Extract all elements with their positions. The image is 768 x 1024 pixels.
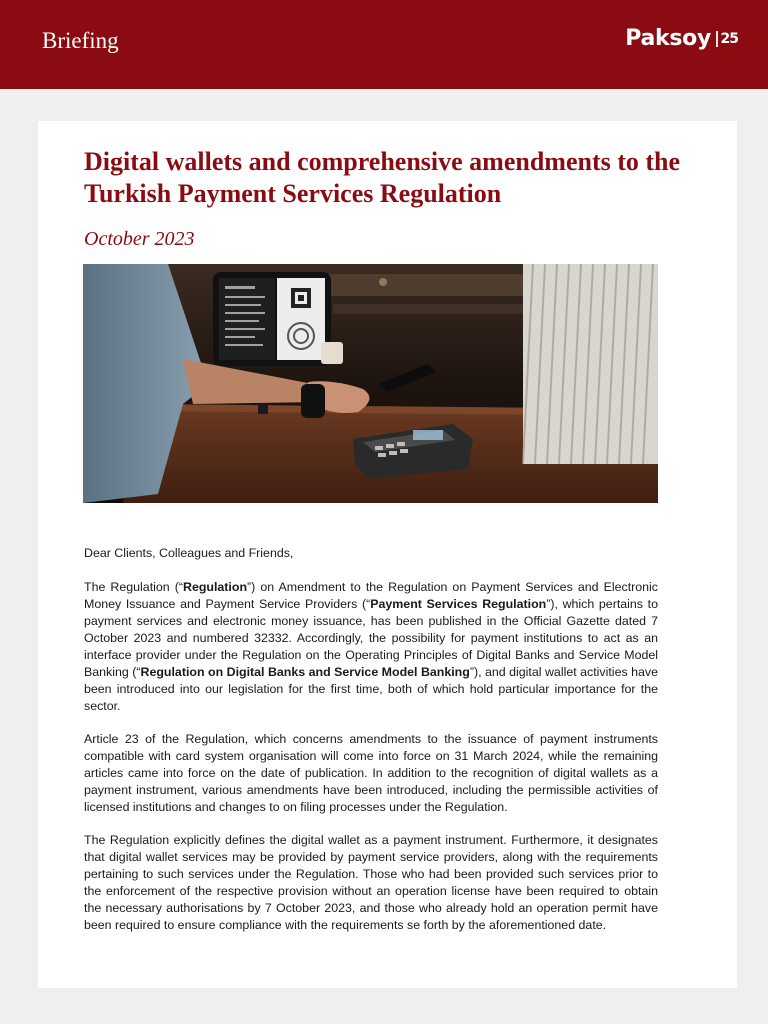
term-regulation: Regulation xyxy=(183,580,248,594)
salutation: Dear Clients, Colleagues and Friends, xyxy=(84,546,294,560)
paksoy-logo xyxy=(625,26,738,51)
photo-illustration xyxy=(83,264,658,503)
publication-date: October 2023 xyxy=(84,228,195,250)
briefing-label: Briefing xyxy=(42,28,119,53)
header-bar xyxy=(0,0,768,89)
paragraph-regulation-intro: The Regulation (“Regulation”) on Amendment to the Regulation on Payment Services and Electronic Money Issuance and Payment Service Providers (“Payment Services Regulation”), which pertains to payment services and electronic money issuance, has been published in the Official Gazette dated 7 October 2023 and numbered 32332. Accordingly, the possibility for payment institutions to act as an interface provider under the Regulation on the Operating Principles of Digital Banks and Service Model Banking (“Regulation on Digital Banks and Service Model Banking”), and digital wallet activities have been introduced into our legislation for the first time, both of which hold particular importance for the sector. xyxy=(84,580,658,713)
contactless-payment-photo xyxy=(83,264,658,503)
logo-text: Paksoy xyxy=(625,26,712,51)
term-digital-banks-regulation: Regulation on Digital Banks and Service Model Banking xyxy=(140,665,470,679)
term-payment-services-regulation: Payment Services Regulation xyxy=(370,597,547,611)
logo-number: 25 xyxy=(720,30,738,47)
paragraph-article-23: Article 23 of the Regulation, which concerns amendments to the issuance of payment instruments compatible with card system organisation will come into force on 31 March 2024, while the remaining articles came into force on the date of publication. In addition to the recognition of digital wallets as a payment instrument, various amendments have been introduced, including the permissible activities of licensed institutions and changes to on filing processes under the Regulation. xyxy=(84,732,658,814)
logo-divider xyxy=(716,31,718,47)
paragraph-digital-wallet: The Regulation explicitly defines the digital wallet as a payment instrument. Furthermore, it designates that digital wallet services may be provided by payment service providers, along with the requirements pertaining to such services under the Regulation. Those who had been provided such services prior to the enforcement of the respective provision without an operation license have been required to obtain the necessary authorisations by 7 October 2023, and those who already hold an operation permit have been required to ensure compliance with the requirements se forth by the aforementioned date. xyxy=(84,833,658,932)
document-page xyxy=(38,121,737,988)
page-title: Digital wallets and comprehensive amendments to the Turkish Payment Services Regulation xyxy=(84,147,681,208)
article-body xyxy=(84,545,658,950)
